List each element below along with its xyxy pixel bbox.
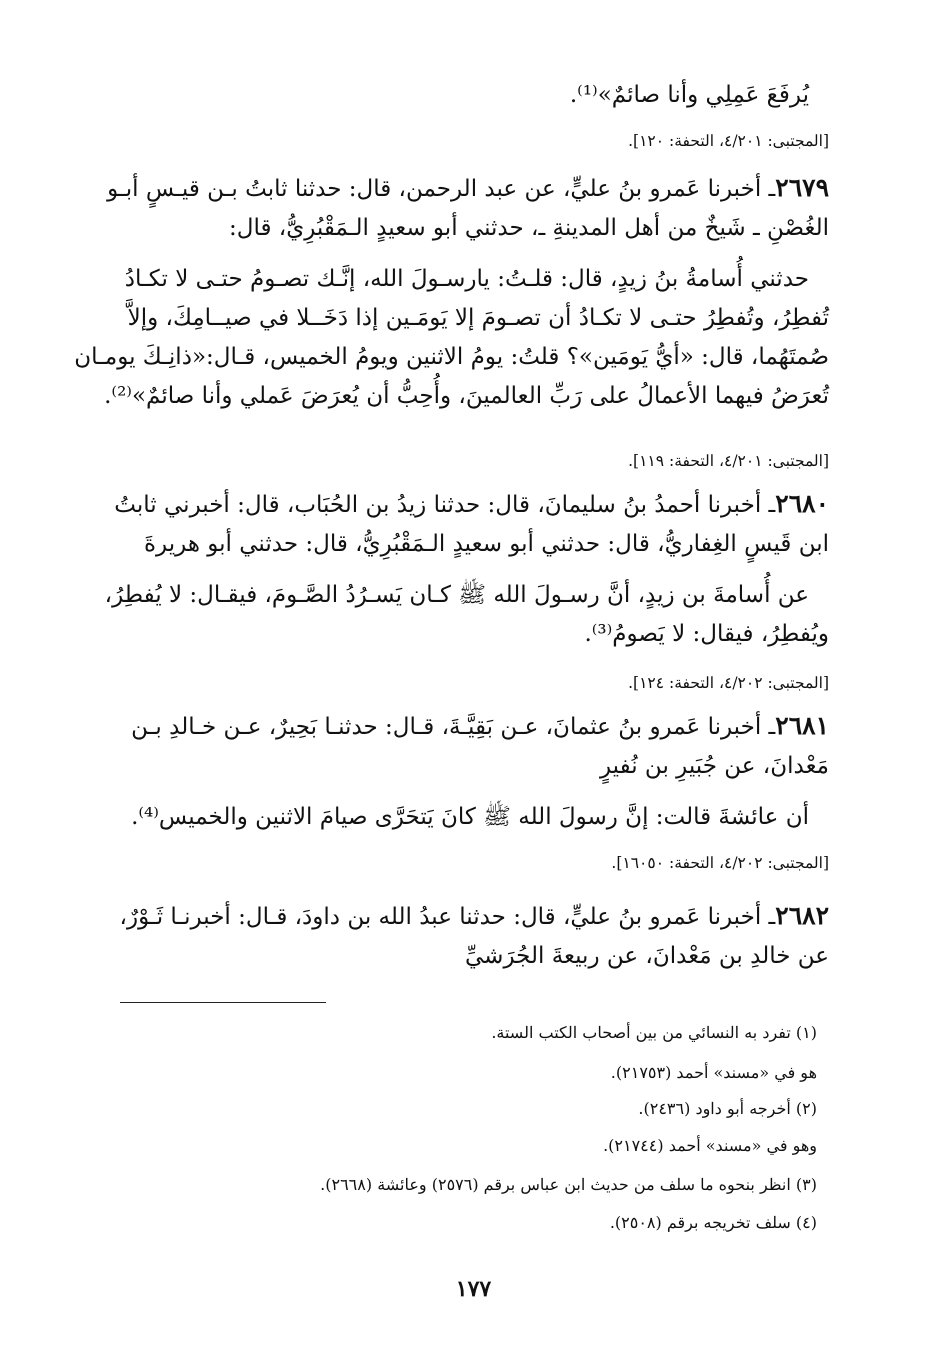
isnad-line: عن خالدِ بن مَعْدانَ، عن ربيعةَ الجُرَشيِّ	[465, 943, 829, 969]
footnote-1-cont: هو في «مسند» أحمد (٢١٧٥٣).	[610, 1063, 817, 1082]
isnad-line: ٢٦٨١ـ أخبرنا عَمرو بنُ عثمانَ، عـن بَقِيَّـةَ، قـال: حدثنـا بَحِيرٌ، عـن خـالدِ بـن	[131, 711, 829, 740]
hadith-2682	[119, 896, 829, 976]
isnad-line: الغُصْنِ ـ شَيخٌ من أهل المدينةِ ـ، حدثني أبو سعيدٍ الـمَقْبُرِيُّ، قال:	[229, 215, 829, 241]
hadith-number: ٢٦٨١	[775, 711, 829, 740]
footnote-3: (٣) انظر بنحوه ما سلف من حديث ابن عباس برقم (٢٥٧٦) وعائشة (٢٦٦٨).	[320, 1175, 817, 1194]
hadith-2681	[123, 706, 829, 837]
page-number: ١٧٧	[455, 1276, 492, 1302]
carryover-text	[123, 76, 829, 115]
hadith-2680	[104, 484, 829, 654]
matn-line: عن أُسامةَ بن زيدٍ، أنَّ رسـولَ الله ﷺ كـان يَسـرُدُ الصَّـومَ، فيقـال: لا يُفطِرُ،	[104, 582, 809, 608]
matn-line: صُمتَهُما، قال: «أيُّ يَومَين»؟ قلتُ: يومُ الاثنين ويومُ الخميس، قـال:«ذانِـكَ يومـان	[74, 344, 829, 370]
reference-2679: [المجتبى: ٤/٢٠١، التحفة: ١١٩].	[628, 452, 829, 470]
matn-line: أن عائشةَ قالت: إنَّ رسولَ الله ﷺ كانَ يَتحَرَّى صيامَ الاثنين والخميس⁽⁴⁾.	[131, 804, 809, 830]
hadith-2679	[74, 168, 829, 416]
isnad-line: مَعْدانَ، عن جُبَيرِ بن نُفيرٍ	[599, 753, 829, 779]
reference-top: [المجتبى: ٤/٢٠١، التحفة: ١٢٠].	[628, 132, 829, 150]
footnote-1: (١) تفرد به النسائي من بين أصحاب الكتب الستة.	[491, 1023, 817, 1042]
footnote-2-cont: وهو في «مسند» أحمد (٢١٧٤٤).	[603, 1136, 817, 1155]
matn-line: حدثني أُسامةُ بنُ زيدٍ، قال: قلـتُ: يارسـولَ الله، إنَّـك تصـومُ حتـى لا تكـادُ	[124, 266, 809, 292]
footnote-separator	[120, 1002, 326, 1003]
hadith-number: ٢٦٨٢	[775, 901, 829, 930]
reference-2681: [المجتبى: ٤/٢٠٢، التحفة: ١٦٠٥٠].	[611, 854, 829, 872]
isnad-line: ٢٦٧٩ـ أخبرنا عَمرو بنُ عليٍّ، عن عبد الرحمن، قال: حدثنا ثابتُ بـن قيـسٍ أبـو	[107, 173, 829, 202]
matn-line: تُعرَضُ فيهما الأعمالُ على رَبِّ العالمينَ، وأُحِبُّ أن يُعرَضَ عَملي وأنا صائمٌ»⁽²⁾.	[104, 383, 829, 409]
carryover-line: يُرفَعَ عَمِلِي وأنا صائمٌ»⁽¹⁾.	[569, 82, 809, 108]
matn-line: ويُفطِرُ، فيقال: لا يَصومُ⁽³⁾.	[584, 621, 829, 647]
footnote-2: (٢) أخرجه أبو داود (٢٤٣٦).	[638, 1099, 817, 1118]
footnote-4: (٤) سلف تخريجه برقم (٢٥٠٨).	[609, 1213, 817, 1232]
matn-line: تُفطِرُ، وتُفطِرُ حتـى لا تكـادُ أن تصـومَ إلا يَومَـين إذا دَخَــلا في صيــامِكَ، وإلاَّ	[127, 305, 829, 331]
isnad-line: ابن قَيسٍ الغِفاريُّ، قال: حدثني أبو سعيدٍ الـمَقْبُرِيُّ، قال: حدثني أبو هريرةَ	[144, 531, 829, 557]
hadith-number: ٢٦٨٠	[775, 489, 829, 518]
isnad-line: ٢٦٨٢ـ أخبرنا عَمرو بنُ عليٍّ، قال: حدثنا عبدُ الله بن داودَ، قـال: أخبرنـا ثَـوْرٌ،	[119, 901, 829, 930]
reference-2680: [المجتبى: ٤/٢٠٢، التحفة: ١٢٤].	[628, 674, 829, 692]
isnad-line: ٢٦٨٠ـ أخبرنا أحمدُ بنُ سليمانَ، قال: حدثنا زيدُ بن الحُبَاب، قال: أخبرني ثابتُ	[114, 489, 829, 518]
hadith-number: ٢٦٧٩	[775, 173, 829, 202]
